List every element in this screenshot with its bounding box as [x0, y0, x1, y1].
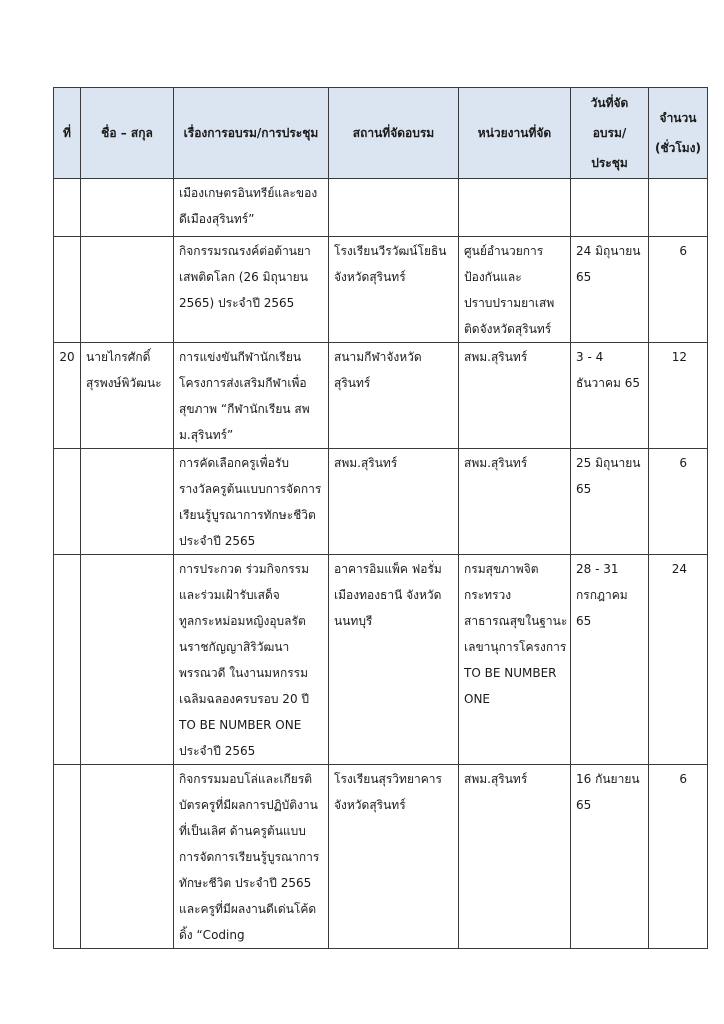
cell-org [459, 765, 571, 949]
cell-org-line: ONE [464, 692, 491, 706]
table-row [54, 449, 708, 555]
cell-date [571, 555, 649, 765]
cell-topic [174, 179, 329, 237]
cell-org-line: เลขานุการโครงการ [464, 640, 567, 654]
cell-topic-line: และครูที่มีผลงานดีเด่นโค้ด [179, 902, 317, 916]
cell-org-line: ศูนย์อำนวยการ [464, 244, 544, 258]
cell-topic-line: ประจำปี 2565 [179, 744, 256, 758]
cell-hours: 6 [649, 237, 708, 343]
training-record-table [53, 87, 708, 949]
cell-date [571, 449, 649, 555]
cell-topic-line: การจัดการเรียนรู้บูรณาการ [179, 850, 320, 864]
cell-org [459, 237, 571, 343]
cell-topic-line: การคัดเลือกครูเพื่อรับ [179, 456, 289, 470]
cell-place-line: อาคารอิมแพ็ค ฟอรั่ม [334, 562, 442, 576]
cell-place [329, 555, 459, 765]
cell-topic-line: โครงการส่งเสริมกีฬาเพื่อ [179, 376, 307, 390]
cell-org-line: TO BE NUMBER [464, 666, 557, 680]
cell-date [571, 765, 649, 949]
cell-org-line: ปราบปรามยาเสพ [464, 296, 555, 310]
cell-name [81, 343, 174, 449]
cell-topic-line: บัตรครูที่มีผลการปฏิบัติงาน [179, 798, 318, 812]
cell-topic-line: ม.สุรินทร์” [179, 428, 234, 442]
cell-no: 20 [54, 343, 81, 449]
cell-hours: 6 [649, 765, 708, 949]
cell-hours [649, 179, 708, 237]
cell-org-line: กรมสุขภาพจิต [464, 562, 539, 576]
cell-date [571, 179, 649, 237]
cell-topic-line: กิจกรรมมอบโล่และเกียรติ [179, 772, 313, 786]
cell-topic-line: เสพติดโลก (26 มิถุนายน [179, 270, 308, 284]
cell-topic [174, 555, 329, 765]
cell-name [81, 179, 174, 237]
cell-name [81, 449, 174, 555]
cell-topic-line: การประกวด ร่วมกิจกรรม [179, 562, 310, 576]
cell-no [54, 237, 81, 343]
cell-topic-line: ทักษะชีวิต ประจำปี 2565 [179, 876, 312, 890]
cell-org-line: สาธารณสุขในฐานะ [464, 614, 568, 628]
cell-place-line: นนทบุรี [334, 614, 373, 628]
cell-name [81, 555, 174, 765]
cell-org [459, 179, 571, 237]
cell-name [81, 765, 174, 949]
cell-topic [174, 765, 329, 949]
table-row [54, 765, 708, 949]
cell-place-line: จังหวัดสุรินทร์ [334, 270, 406, 284]
cell-hours: 24 [649, 555, 708, 765]
header-hours [649, 88, 708, 179]
cell-date [571, 343, 649, 449]
header-hours-line: (ชั่วโมง) [654, 141, 702, 155]
cell-org [459, 449, 571, 555]
cell-date-line: 65 [576, 614, 592, 628]
cell-place-line: โรงเรียนสุรวิทยาคาร [334, 772, 442, 786]
header-date-line: วันที่จัด [590, 96, 629, 110]
cell-org-line: สพม.สุรินทร์ [464, 456, 528, 470]
cell-date [571, 237, 649, 343]
table-row [54, 179, 708, 237]
cell-org-line: ติดจังหวัดสุรินทร์ [464, 322, 552, 336]
table-row [54, 237, 708, 343]
cell-place [329, 179, 459, 237]
cell-no [54, 555, 81, 765]
cell-place-line: โรงเรียนวีรวัฒน์โยธิน [334, 244, 447, 258]
cell-name-line: สุรพงษ์พิวัฒนะ [86, 376, 162, 390]
cell-topic-line: เฉลิมฉลองครบรอบ 20 ปี [179, 692, 310, 706]
cell-org-line: สพม.สุรินทร์ [464, 772, 528, 786]
header-date [571, 88, 649, 179]
cell-org-line: กระทรวง [464, 588, 512, 602]
cell-no [54, 179, 81, 237]
header-topic: เรื่องการอบรม/การประชุม [174, 88, 329, 179]
cell-date-line: 28 - 31 [576, 562, 619, 576]
header-date-line: อบรม/ [592, 126, 627, 140]
cell-topic-line: รางวัลครูต้นแบบการจัดการ [179, 482, 322, 496]
cell-place-line: สุรินทร์ [334, 376, 371, 390]
header-date-line: ประชุม [591, 156, 628, 170]
cell-topic-line: เมืองเกษตรอินทรีย์และของ [179, 186, 318, 200]
cell-topic-line: พรรณวดี ในงานมหกรรม [179, 666, 309, 680]
header-no: ที่ [54, 88, 81, 179]
cell-topic-line: ทูลกระหม่อมหญิงอุบลรัต [179, 614, 306, 628]
cell-place-line: จังหวัดสุรินทร์ [334, 798, 406, 812]
cell-topic-line: กิจกรรมรณรงค์ต่อต้านยา [179, 244, 311, 258]
cell-date-line: 65 [576, 798, 592, 812]
cell-org-line: สพม.สุรินทร์ [464, 350, 528, 364]
cell-place [329, 343, 459, 449]
cell-place-line: สพม.สุรินทร์ [334, 456, 398, 470]
cell-topic-line: ดีเมืองสุรินทร์” [179, 212, 255, 226]
cell-date-line: กรกฎาคม [576, 588, 628, 602]
cell-place-line: เมืองทองธานี จังหวัด [334, 588, 442, 602]
cell-date-line: 3 - 4 [576, 350, 604, 364]
cell-date-line: 16 กันยายน [576, 772, 640, 786]
cell-place-line: สนามกีฬาจังหวัด [334, 350, 422, 364]
cell-topic-line: ที่เป็นเลิศ ด้านครูต้นแบบ [179, 824, 306, 838]
cell-topic-line: 2565) ประจำปี 2565 [179, 296, 295, 310]
cell-name-line: นายไกรศักดิ์ [86, 350, 151, 364]
header-row [54, 88, 708, 179]
cell-date-line: 65 [576, 270, 592, 284]
cell-date-line: 24 มิถุนายน [576, 244, 641, 258]
cell-date-line: ธันวาคม 65 [576, 376, 641, 390]
cell-topic [174, 237, 329, 343]
cell-hours: 12 [649, 343, 708, 449]
cell-org-line: ป้องกันและ [464, 270, 522, 284]
cell-date-line: 65 [576, 482, 592, 496]
cell-topic-line: สุขภาพ “กีฬานักเรียน สพ [179, 402, 310, 416]
cell-topic [174, 449, 329, 555]
table-row [54, 555, 708, 765]
header-org: หน่วยงานที่จัด [459, 88, 571, 179]
header-place: สถานที่จัดอบรม [329, 88, 459, 179]
cell-no [54, 765, 81, 949]
cell-place [329, 237, 459, 343]
header-name: ชื่อ – สกุล [81, 88, 174, 179]
cell-topic-line: ดิ้ง “Coding [179, 928, 245, 942]
cell-topic-line: และร่วมเฝ้ารับเสด็จ [179, 588, 280, 602]
cell-org [459, 555, 571, 765]
cell-place [329, 449, 459, 555]
cell-topic-line: เรียนรู้บูรณาการทักษะชีวิต [179, 508, 316, 522]
cell-topic-line: ประจำปี 2565 [179, 534, 256, 548]
cell-org [459, 343, 571, 449]
cell-hours: 6 [649, 449, 708, 555]
header-hours-line: จำนวน [659, 111, 697, 125]
table-body [54, 179, 708, 949]
table-row [54, 343, 708, 449]
cell-topic [174, 343, 329, 449]
cell-date-line: 25 มิถุนายน [576, 456, 641, 470]
cell-topic-line: การแข่งขันกีฬานักเรียน [179, 350, 302, 364]
cell-topic-line: นราชกัญญาสิริวัฒนา [179, 640, 290, 654]
cell-no [54, 449, 81, 555]
cell-topic-line: TO BE NUMBER ONE [179, 718, 302, 732]
cell-place [329, 765, 459, 949]
cell-name [81, 237, 174, 343]
